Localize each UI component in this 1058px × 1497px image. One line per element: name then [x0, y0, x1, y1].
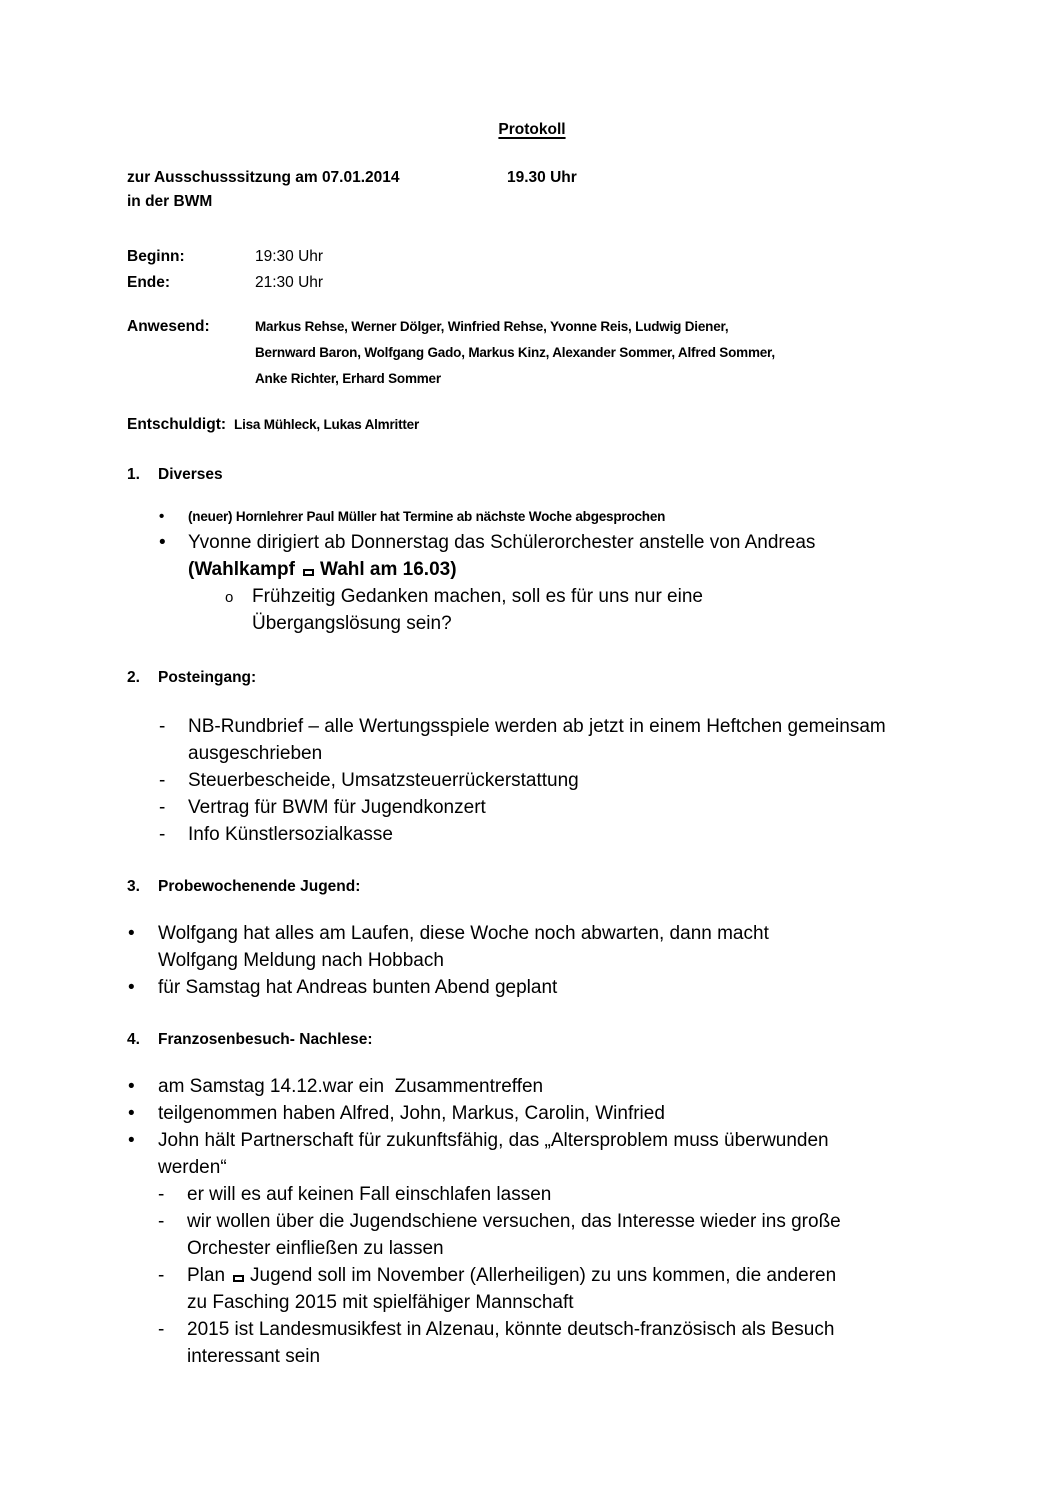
missing-glyph-box-icon: [233, 1275, 244, 1282]
bullet-icon: •: [159, 532, 166, 553]
section-1-list: [127, 504, 937, 637]
anwesend-names: [255, 314, 775, 392]
section-3-number: 3.: [127, 878, 140, 895]
document-content: [127, 120, 937, 1370]
meeting-description: zur Ausschusssitzung am 07.01.2014: [127, 169, 400, 186]
list-item-text: Frühzeitig Gedanken machen, soll es für uns nur eine Übergangslösung sein?: [252, 586, 709, 634]
bullet-icon: •: [128, 1076, 135, 1097]
list-item: [128, 1073, 838, 1100]
plan-text-before: Plan: [187, 1265, 226, 1286]
anwesend-names-line: Bernward Baron, Wolfgang Gado, Markus Kinz, Alexander Sommer, Alfred Sommer,: [255, 345, 775, 360]
list-item: [128, 1127, 838, 1181]
section-4-list: [127, 1073, 937, 1370]
list-subitem: [158, 1181, 847, 1208]
wahlkampf-text-after: Wahl am 16.03): [319, 559, 457, 580]
section-1-number: 1.: [127, 466, 140, 483]
dash-icon: -: [158, 1211, 165, 1232]
plan-text-after: Jugend soll im November (Allerheiligen) zu uns kommen, die anderen zu Fasching 2015 mit spielfähiger Mannschaft: [187, 1265, 842, 1313]
list-item-text: John hält Partnerschaft für zukunftsfähig, das „Altersproblem muss überwunden werden“: [158, 1130, 834, 1178]
list-subitem: [158, 1262, 847, 1316]
list-item-text: wir wollen über die Jugendschiene versuchen, das Interesse wieder ins große Orchester einfließen zu lassen: [187, 1211, 847, 1259]
bullet-icon: •: [128, 977, 135, 998]
ende-value: 21:30 Uhr: [255, 274, 324, 291]
list-item-text: 2015 ist Landesmusikfest in Alzenau, könnte deutsch-französisch als Besuch interessant sein: [187, 1319, 840, 1367]
bullet-icon: •: [128, 923, 135, 944]
section-4-number: 4.: [127, 1031, 140, 1048]
ende-label: Ende:: [127, 274, 171, 291]
entschuldigt-label: Entschuldigt:: [127, 416, 227, 433]
anwesend-names-line: Markus Rehse, Werner Dölger, Winfried Rehse, Yvonne Reis, Ludwig Diener,: [255, 319, 729, 334]
anwesend-row: [127, 314, 937, 392]
list-item: [128, 920, 838, 974]
list-item-text: Info Künstlersozialkasse: [188, 824, 393, 845]
bullet-icon: •: [128, 1103, 135, 1124]
list-item-text: für Samstag hat Andreas bunten Abend geplant: [158, 977, 558, 998]
list-subitem: [158, 1208, 847, 1262]
list-item: [128, 1100, 838, 1127]
list-subitem: [225, 583, 812, 637]
section-4-heading: [127, 1029, 937, 1051]
circle-bullet-icon: o: [225, 589, 234, 606]
section-2-heading: [127, 667, 937, 689]
list-item: [159, 821, 888, 848]
list-item-text: Yvonne dirigiert ab Donnerstag das Schülerorchester anstelle von Andreas: [188, 532, 816, 553]
section-3-title: Probewochenende Jugend:: [158, 878, 361, 895]
list-item: [159, 713, 892, 767]
section-1-title: Diverses: [158, 466, 223, 483]
subtitle-line-1: [127, 166, 937, 190]
list-item-text: er will es auf keinen Fall einschlafen lassen: [187, 1184, 552, 1205]
dash-icon: -: [159, 770, 166, 791]
list-item-text: NB-Rundbrief – alle Wertungsspiele werden ab jetzt in einem Heftchen gemeinsam ausgeschrieben: [188, 716, 892, 764]
beginn-row: [127, 244, 937, 270]
dash-icon: -: [159, 824, 166, 845]
anwesend-label: Anwesend:: [127, 318, 210, 335]
list-subitem: [158, 1316, 847, 1370]
missing-glyph-box-icon: [303, 569, 314, 576]
list-item: [159, 529, 888, 583]
beginn-label: Beginn:: [127, 248, 185, 265]
wahlkampf-text-before: (Wahlkampf: [188, 559, 295, 580]
bullet-icon: •: [128, 1130, 135, 1151]
list-item-text: Vertrag für BWM für Jugendkonzert: [188, 797, 486, 818]
dash-icon: -: [158, 1265, 165, 1286]
section-3-heading: [127, 876, 937, 898]
wahlkampf-line: [188, 556, 888, 583]
section-2-list: [127, 713, 937, 848]
list-item: [128, 974, 838, 1001]
list-item-text: Steuerbescheide, Umsatzsteuerrückerstattung: [188, 770, 579, 791]
list-item: [159, 767, 888, 794]
document-subtitle: [127, 166, 937, 214]
list-item-text: am Samstag 14.12.war ein Zusammentreffen: [158, 1076, 544, 1097]
list-item-text: (neuer) Hornlehrer Paul Müller hat Termine ab nächste Woche abgesprochen: [188, 509, 666, 524]
entschuldigt-names: Lisa Mühleck, Lukas Almritter: [234, 417, 420, 432]
section-4-title: Franzosenbesuch- Nachlese:: [158, 1031, 373, 1048]
meeting-location: in der BWM: [127, 193, 213, 210]
entschuldigt-row: [127, 412, 937, 438]
section-2-number: 2.: [127, 669, 140, 686]
anwesend-names-line: Anke Richter, Erhard Sommer: [255, 371, 441, 386]
section-3-list: [127, 920, 937, 1001]
beginn-value: 19:30 Uhr: [255, 248, 324, 265]
ende-row: [127, 270, 937, 296]
list-item-text: Wolfgang hat alles am Laufen, diese Woche noch abwarten, dann macht Wolfgang Meldung nach Hobbach: [158, 923, 775, 971]
list-item: [159, 504, 888, 529]
section-2-title: Posteingang:: [158, 669, 257, 686]
meeting-time: 19.30 Uhr: [507, 169, 577, 186]
bullet-icon: •: [159, 508, 165, 525]
section-1-heading: [127, 464, 937, 486]
dash-icon: -: [159, 797, 166, 818]
meeting-meta: [127, 244, 937, 438]
dash-icon: -: [158, 1319, 165, 1340]
dash-icon: -: [159, 716, 166, 737]
dash-icon: -: [158, 1184, 165, 1205]
subtitle-line-2: [127, 190, 937, 214]
document-title: Protokoll: [498, 121, 566, 138]
list-item: [159, 794, 888, 821]
list-item-text: teilgenommen haben Alfred, John, Markus, Carolin, Winfried: [158, 1103, 665, 1124]
